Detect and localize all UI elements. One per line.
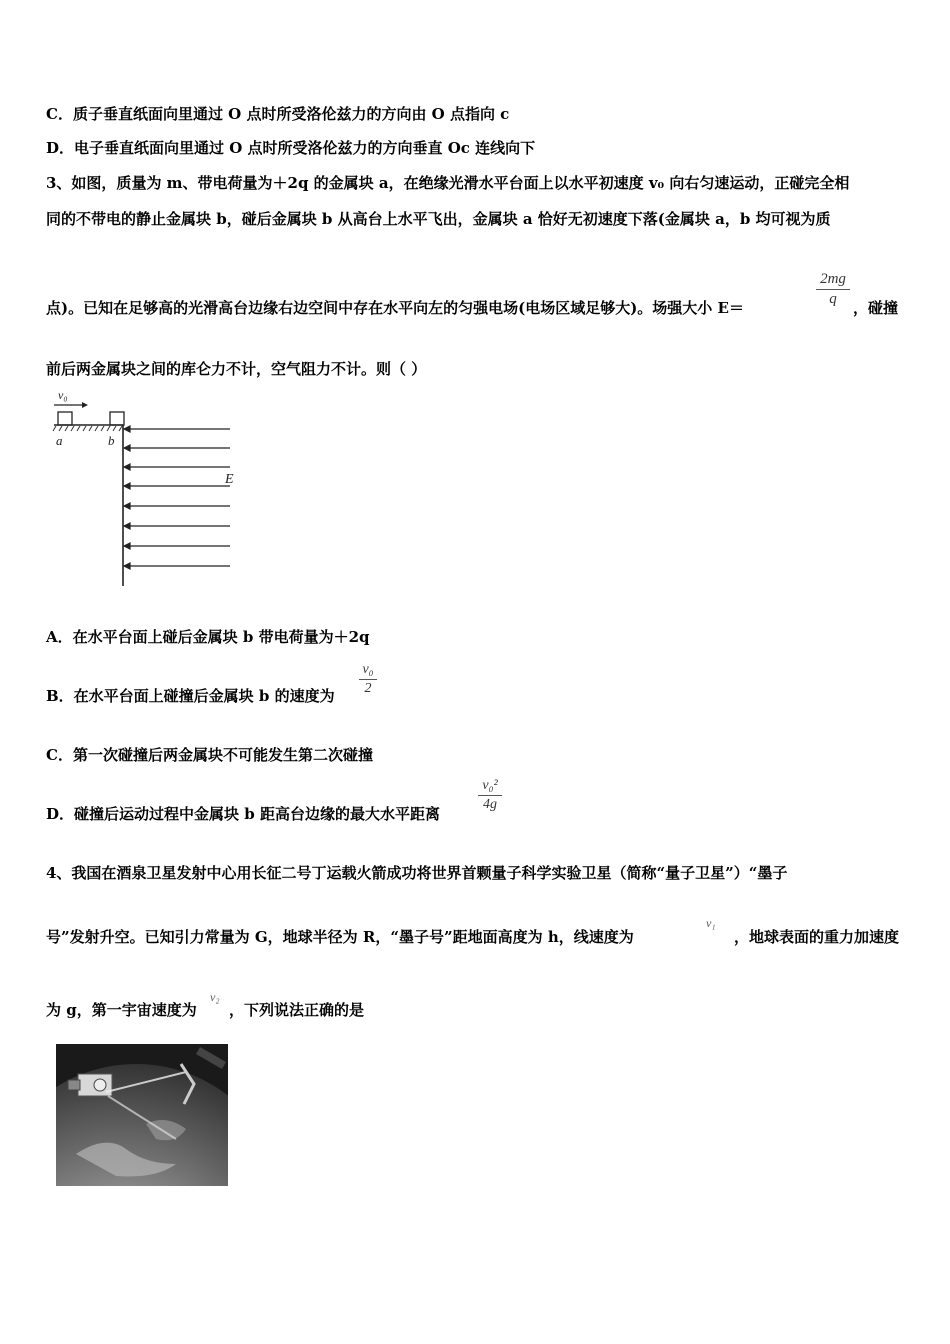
fraction-numerator: 2mg [820, 271, 846, 287]
q3-option-a: A．在水平台面上碰后金属块 b 带电荷量为＋2q [46, 628, 370, 646]
field-label-e: E [225, 472, 234, 487]
electric-field-figure [50, 388, 250, 590]
q3-stem-line1: 3、如图，质量为 m、带电荷量为＋2q 的金属块 a，在绝缘光滑水平台面上以水平初速度 v₀ 向右匀速运动，正碰完全相 [46, 174, 850, 192]
satellite-photo [56, 1044, 228, 1186]
q4-stem-line2-tail: ，地球表面的重力加速度 [734, 928, 900, 946]
field-lines [124, 426, 230, 569]
q4-stem-line3-tail: ，下列说法正确的是 [229, 1001, 365, 1019]
q4-stem-line1: 4、我国在酒泉卫星发射中心用长征二号丁运载火箭成功将世界首颗量子科学实验卫星（简称“量子卫星”）“墨子 [46, 864, 788, 882]
fraction-denominator: 2 [364, 681, 372, 696]
fraction-denominator: 4g [483, 797, 497, 812]
option-b-fraction [359, 662, 377, 697]
fraction-denominator: q [829, 291, 837, 307]
q3-option-b: B．在水平台面上碰撞后金属块 b 的速度为 [46, 687, 335, 705]
q4-stem-line3: 为 g，第一宇宙速度为 [46, 1001, 197, 1019]
q3-stem-line3-tail: ，碰撞 [853, 299, 899, 317]
q3-stem-line3: 点)。已知在足够高的光滑高台边缘右边空间中存在水平向左的匀强电场(电场区域足够大)。场强大小 E＝ [46, 299, 744, 317]
q3-stem-line2: 同的不带电的静止金属块 b，碰后金属块 b 从高台上水平飞出，金属块 a 恰好无初速度下落(金属块 a，b 均可视为质 [46, 210, 831, 228]
option-d-fraction [478, 778, 502, 813]
label-b: b [108, 433, 115, 448]
label-a: a [56, 433, 63, 448]
block-b [110, 412, 124, 425]
q3-option-d: D．碰撞后运动过程中金属块 b 距高台边缘的最大水平距离 [46, 805, 440, 823]
q4-stem-line2: 号”发射升空。已知引力常量为 G，地球半径为 R，“墨子号”距地面高度为 h，线速度为 [46, 928, 634, 946]
q3-stem-line4: 前后两金属块之间的库仑力不计，空气阻力不计。则（ ） [46, 360, 427, 378]
fraction-numerator: v₀ [362, 662, 374, 677]
velocity-label: v₀ [58, 388, 68, 402]
q3-option-c: C．第一次碰撞后两金属块不可能发生第二次碰撞 [46, 746, 373, 764]
q2-option-c: C．质子垂直纸面向里通过 O 点时所受洛伦兹力的方向由 O 点指向 c [46, 105, 510, 123]
fraction-numerator: v₀² [482, 778, 498, 793]
v2-symbol: v₂ [210, 990, 220, 1004]
q2-option-d: D．电子垂直纸面向里通过 O 点时所受洛伦兹力的方向垂直 Oc 连线向下 [46, 139, 536, 157]
field-strength-fraction [816, 271, 850, 308]
v1-symbol: v₁ [706, 916, 716, 930]
block-a [58, 412, 72, 425]
